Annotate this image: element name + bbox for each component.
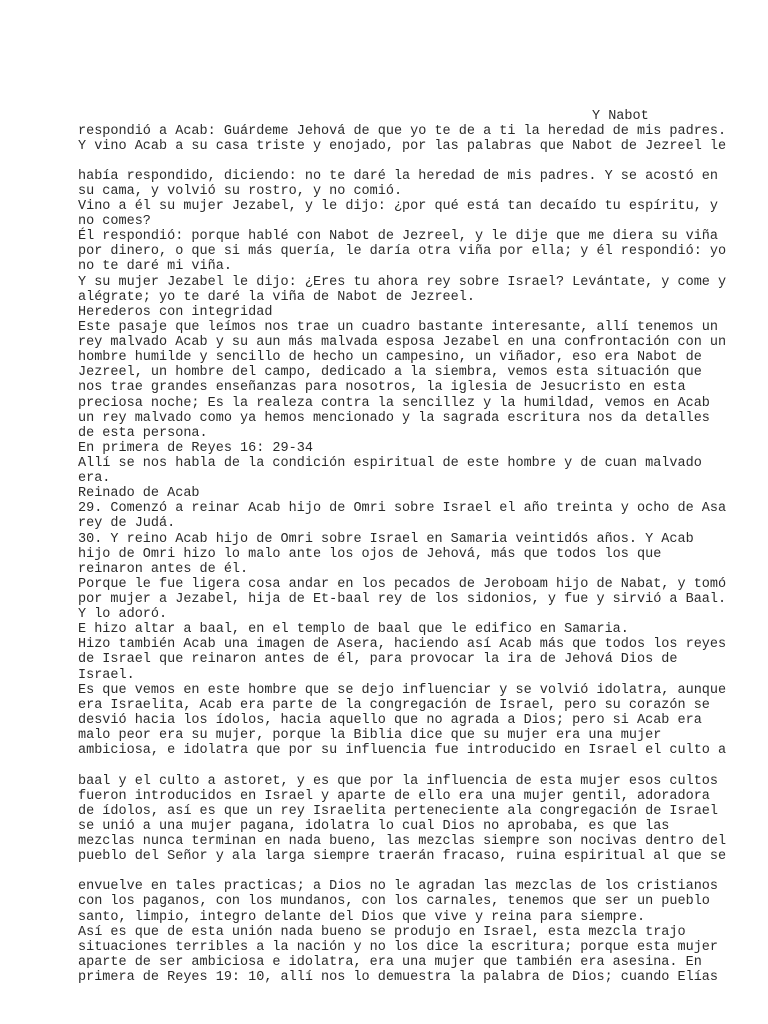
text-line: hijo de Omri hizo lo malo ante los ojos de Jehová, más que todos los que: [78, 547, 662, 562]
text-line: se unió a una mujer pagana, idolatra lo cual Dios no aprobaba, es que las: [78, 819, 670, 834]
text-line: alégrate; yo te daré la viña de Nabot de Jezreel.: [78, 290, 475, 305]
text-line: por mujer a Jezabel, hija de Et-baal rey de los sidonios, y fue y sirvió a Baal.: [78, 592, 727, 607]
text-line: era.: [78, 471, 111, 486]
text-line: mezclas nunca terminan en nada bueno, las mezclas siempre son nocivas dentro del: [78, 834, 727, 849]
text-line: Este pasaje que leímos nos trae un cuadro bastante interesante, allí tenemos un: [78, 320, 719, 335]
text-line: primera de Reyes 19: 10, allí nos lo demuestra la palabra de Dios; cuando Elías: [78, 970, 719, 985]
text-line: no te daré mi viña.: [78, 259, 232, 274]
text-line: rey malvado Acab y su aun más malvada esposa Jezabel en una confrontación con un: [78, 335, 727, 350]
text-line: un rey malvado como ya hemos mencionado y la sagrada escritura nos da detalles: [78, 411, 710, 426]
text-line: Vino a él su mujer Jezabel, y le dijo: ¿por qué está tan decaído tu espíritu, y: [78, 199, 719, 214]
text-line: 30. Y reino Acab hijo de Omri sobre Israel en Samaria veintidós años. Y Acab: [78, 532, 694, 547]
text-line: aparte de ser ambiciosa e idolatra, era una mujer que también era asesina. En: [78, 955, 702, 970]
text-line: era Israelita, Acab era parte de la congregación de Israel, pero su corazón se: [78, 698, 710, 713]
text-line: Es que vemos en este hombre que se dejo influenciar y se volvió idolatra, aunque: [78, 683, 727, 698]
section-heading: Reinado de Acab: [78, 486, 200, 501]
text-line: baal y el culto a astoret, y es que por la influencia de esta mujer esos cultos: [78, 774, 719, 789]
text-line: de esta persona.: [78, 426, 208, 441]
text-line: Jezreel, un hombre del campo, dedicado a la siembra, vemos esta situación que: [78, 365, 702, 380]
text-line: de ídolos, así es que un rey Israelita perteneciente ala congregación de Israel: [78, 804, 719, 819]
text-line: Allí se nos habla de la condición espiritual de este hombre y de cuan malvado: [78, 456, 702, 471]
text-line: Y vino Acab a su casa triste y enojado, por las palabras que Nabot de Jezreel le: [78, 139, 727, 154]
text-line: malo peor era su mujer, porque la Biblia dice que su mujer era una mujer: [78, 728, 662, 743]
text-line: Y su mujer Jezabel le dijo: ¿Eres tu ahora rey sobre Israel? Levántate, y come y: [78, 275, 727, 290]
text-line: fueron introducidos en Israel y aparte de ello era una mujer gentil, adoradora: [78, 789, 710, 804]
text-line: E hizo altar a baal, en el templo de baal que le edifico en Samaria.: [78, 622, 629, 637]
text-line: de Israel que reinaron antes de él, para provocar la ira de Jehová Dios de: [78, 652, 678, 667]
text-line: envuelve en tales practicas; a Dios no le agradan las mezclas de los cristianos: [78, 879, 719, 894]
text-line: Él respondió: porque hablé con Nabot de Jezreel, y le dije que me diera su viña: [78, 229, 719, 244]
text-line: rey de Judá.: [78, 516, 176, 531]
text-line: respondió a Acab: Guárdeme Jehová de que yo te de a ti la heredad de mis padres.: [78, 124, 727, 139]
text-line: por dinero, o que si más quería, le daría otra viña por ella; y él respondió: yo: [78, 244, 727, 259]
text-line: reinaron antes de él.: [78, 562, 249, 577]
text-line: situaciones terribles a la nación y no los dice la escritura; porque esta mujer: [78, 940, 719, 955]
text-line: ambiciosa, e idolatra que por su influencia fue introducido en Israel el culto a: [78, 743, 727, 758]
section-heading: Herederos con integridad: [78, 305, 273, 320]
text-line: con los paganos, con los mundanos, con los carnales, tenemos que ser un pueblo: [78, 894, 710, 909]
text-line: no comes?: [78, 214, 151, 229]
text-line: Así es que de esta unión nada bueno se produjo en Israel, esta mezcla trajo: [78, 925, 686, 940]
text-line: Hizo también Acab una imagen de Asera, haciendo así Acab más que todos los reyes: [78, 637, 727, 652]
text-line: Y lo adoró.: [78, 607, 168, 622]
text-line: Y Nabot: [592, 109, 649, 124]
text-line: su cama, y volvió su rostro, y no comió.: [78, 184, 403, 199]
text-line: nos trae grandes enseñanzas para nosotros, la iglesia de Jesucristo en esta: [78, 380, 686, 395]
text-line: 29. Comenzó a reinar Acab hijo de Omri sobre Israel el año treinta y ocho de Asa: [78, 501, 727, 516]
text-line: pueblo del Señor y ala larga siempre traerán fracaso, ruina espiritual al que se: [78, 849, 727, 864]
text-line: santo, limpio, integro delante del Dios que vive y reina para siempre.: [78, 910, 646, 925]
text-line: había respondido, diciendo: no te daré la heredad de mis padres. Y se acostó en: [78, 169, 719, 184]
text-line: hombre humilde y sencillo de hecho un campesino, un viñador, eso era Nabot de: [78, 350, 702, 365]
text-line: desvió hacia los ídolos, hacia aquello que no agrada a Dios; pero si Acab era: [78, 713, 702, 728]
text-line: Israel.: [78, 668, 135, 683]
text-line: preciosa noche; Es la realeza contra la sencillez y la humildad, vemos en Acab: [78, 396, 710, 411]
text-line: En primera de Reyes 16: 29-34: [78, 441, 313, 456]
text-line: Porque le fue ligera cosa andar en los pecados de Jeroboam hijo de Nabat, y tomó: [78, 577, 727, 592]
